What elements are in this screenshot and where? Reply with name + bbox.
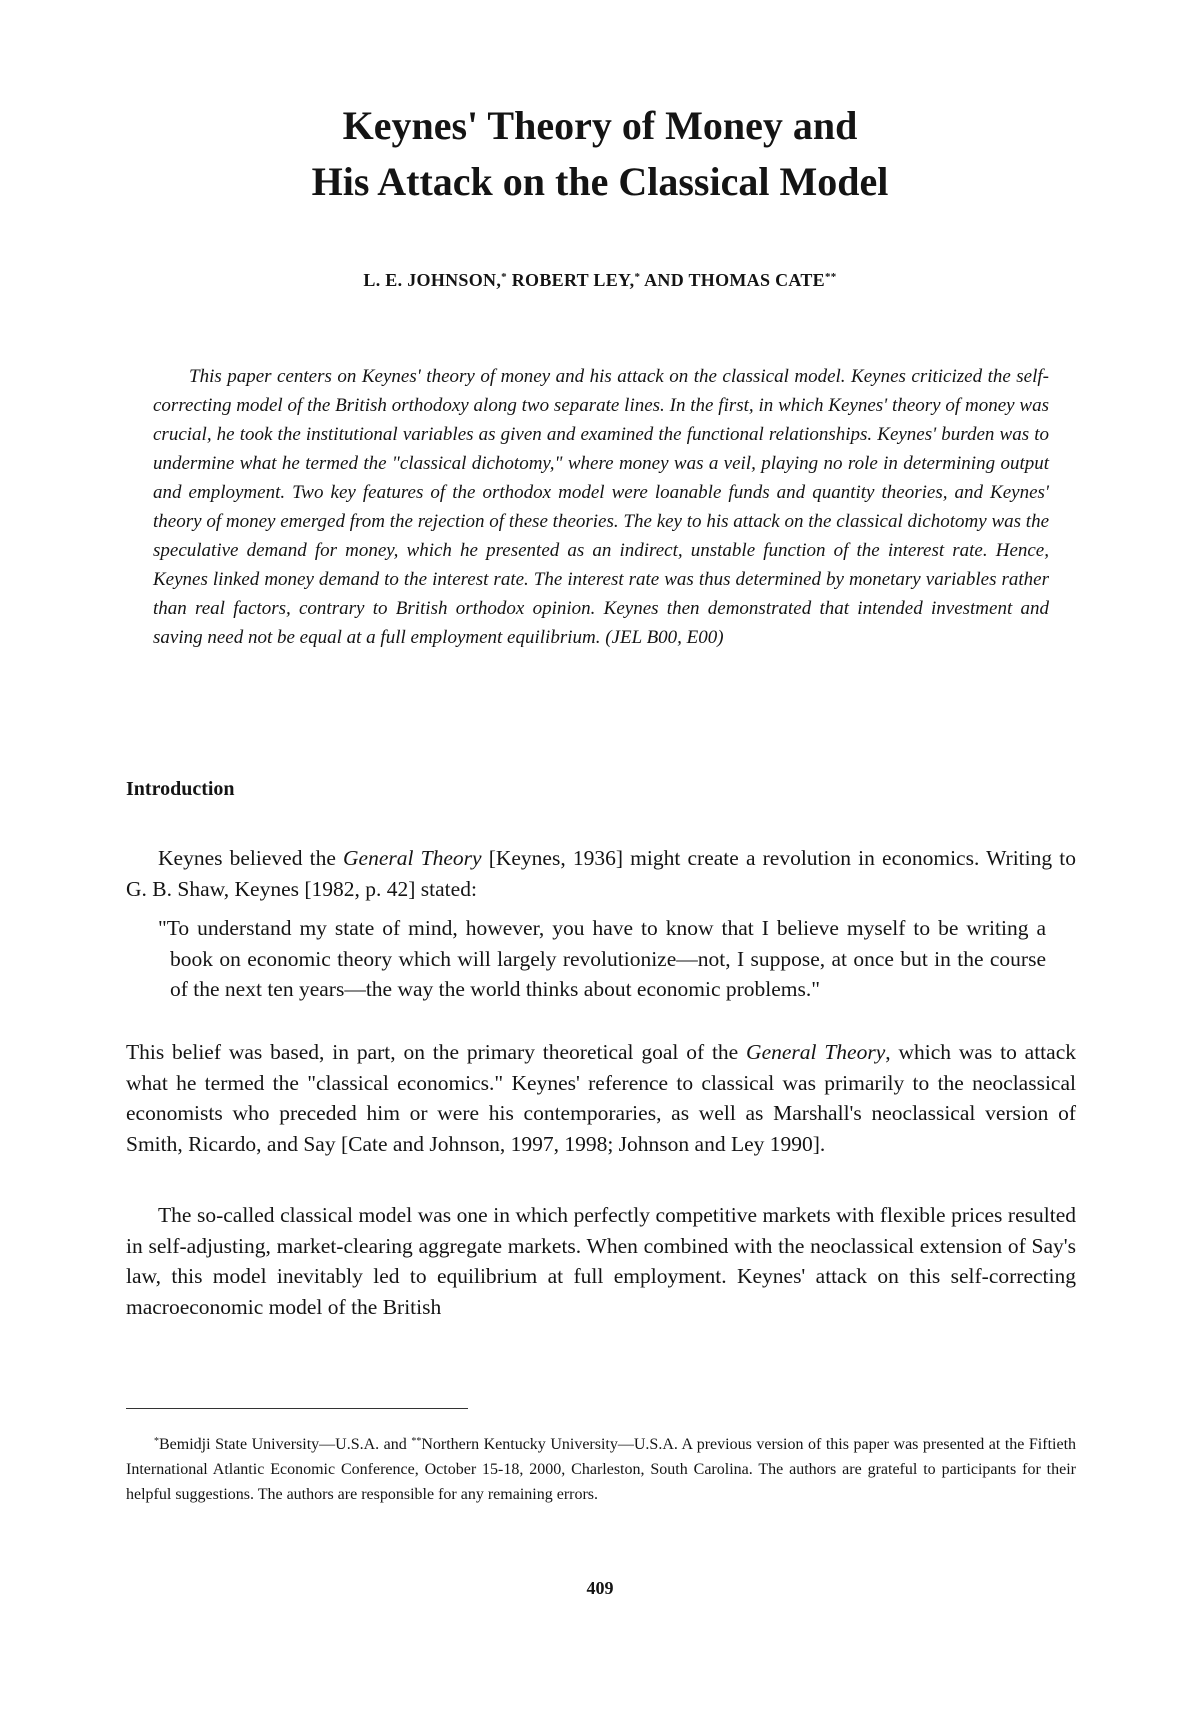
footnote-text-2: Northern Kentucky University—U.S.A. A previous version of this paper was presented at the Fiftieth International Atlantic Economic Conference, October 15-18, 2000, Charleston, South Carolina. The authors are grateful to participants for their helpful suggestions. The authors are responsible for any remaining errors.	[126, 1436, 1077, 1503]
author-cate-affiliation-mark: **	[824, 271, 837, 283]
abstract: This paper centers on Keynes' theory of money and his attack on the classical model. Keynes criticized the self-correcting model of the British orthodoxy along two separate lines. In the first, in which Keynes' theory of money was crucial, he took the institutional variables as given and examined the functional relationships. Keynes' burden was to undermine what he termed the "classical dichotomy," where money was a veil, playing no role in determining output and employment. Two key features of the orthodox model were loanable funds and quantity theories, and Keynes' theory of money emerged from the rejection of these theories. The key to his attack on the classical dichotomy was the speculative demand for money, which he presented as an indirect, unstable function of the interest rate. Hence, Keynes linked money demand to the interest rate. The interest rate was thus determined by monetary variables rather than real factors, contrary to British orthodox opinion. Keynes then demonstrated that intended investment and saving need not be equal at a full employment equilibrium. (JEL B00, E00)	[153, 366, 1049, 648]
intro-paragraph-2-text-a: This belief was based, in part, on the primary theoretical goal of the	[126, 1040, 747, 1064]
author-ley: ROBERT LEY,	[506, 270, 635, 290]
intro-paragraph-2-text-b: , which was to attack what he termed the "classical economics." Keynes' reference to classical was primarily to the neoclassical economists who preceded him or were his contemporaries, as well as Marshall's neoclassical version of Smith, Ricardo, and Say [Cate and Johnson, 1997, 1998; Johnson and Ley 1990].	[126, 1040, 1076, 1156]
footnote-mark-2: **	[411, 1436, 422, 1447]
intro-paragraph-2-book-title: General Theory	[746, 1040, 886, 1064]
section-heading-introduction: Introduction	[126, 778, 235, 800]
keynes-quote: "To understand my state of mind, however, you have to know that I believe myself to be writing a book on economic theory which will largely revolutionize—not, I suppose, at once but in the course of the next ten years—the way the world thinks about economic problems."	[158, 916, 1046, 1001]
intro-paragraph-3: The so-called classical model was one in which perfectly competitive markets with flexible prices resulted in self-adjusting, market-clearing aggregate markets. When combined with the neoclassical extension of Say's law, this model inevitably led to equilibrium at full employment. Keynes' attack on this self-correcting macroeconomic model of the British	[126, 1203, 1076, 1319]
intro-paragraph-2	[126, 1037, 1076, 1159]
paper-title	[0, 98, 1200, 210]
author-johnson-affiliation-mark: *	[501, 271, 507, 283]
intro-paragraph-1-text-b: [Keynes, 1936] might create a revolution in economics. Writing to G. B. Shaw, Keynes [1982, p. 42] stated:	[126, 846, 1076, 901]
intro-paragraph-1-book-title: General Theory	[343, 846, 482, 870]
footnote	[126, 1429, 1076, 1507]
intro-paragraph-1	[126, 843, 1076, 904]
author-johnson: L. E. JOHNSON,	[363, 270, 502, 290]
footnote-text-1: Bemidji State University—U.S.A. and	[159, 1436, 412, 1453]
page-number: 409	[586, 1578, 614, 1598]
intro-paragraph-1-text-a: Keynes believed the	[158, 846, 344, 870]
paper-title-line-1: Keynes' Theory of Money and	[342, 103, 858, 148]
paper-title-line-2: His Attack on the Classical Model	[311, 159, 889, 204]
author-cate: AND THOMAS CATE	[640, 270, 825, 290]
footnote-mark-1: *	[154, 1436, 159, 1447]
author-list	[0, 270, 1200, 291]
author-ley-affiliation-mark: *	[634, 271, 641, 283]
footnote-divider	[126, 1408, 468, 1409]
